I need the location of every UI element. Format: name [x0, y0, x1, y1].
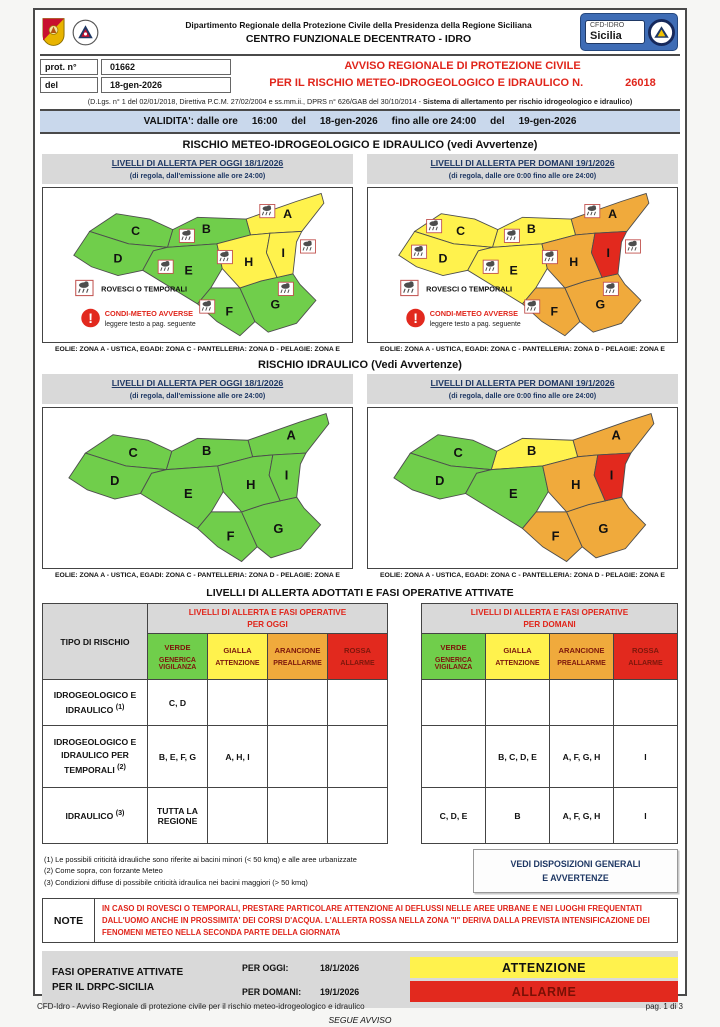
zone-label-E: E — [509, 263, 518, 278]
zone-label-F: F — [551, 528, 560, 544]
svg-text:!: ! — [88, 309, 93, 326]
cfd-idro-label: CFD-IDRO — [590, 21, 625, 29]
storm-icon — [525, 300, 540, 313]
zone-label-D: D — [438, 251, 448, 266]
cell-domani: I — [614, 726, 678, 788]
sicilia-label: Sicilia — [590, 29, 622, 42]
zone-label-G: G — [595, 297, 606, 312]
idraulico-maps-row — [40, 374, 680, 580]
table-row — [43, 680, 388, 726]
zone-label-B: B — [527, 442, 537, 458]
storm-icon — [200, 300, 215, 313]
sicily-coat-of-arms-icon — [42, 17, 65, 47]
zone-label-G: G — [270, 297, 281, 312]
storm-icon — [179, 229, 194, 242]
level-rossa: ROSSA ALLARME — [614, 634, 678, 680]
law-reference-normal: (D.Lgs. n° 1 del 02/01/2018, Direttiva P.C.M. 27/02/2004 e ss.mm.ii., DPRS n° 626/GAB del 30/10/2014 - — [87, 97, 423, 106]
vedi-disposizioni-line2: E AVVERTENZE — [542, 873, 609, 884]
alert-table-oggi — [42, 603, 388, 844]
zone-label-E: E — [509, 486, 518, 502]
cell-oggi — [328, 726, 388, 788]
zone-label-H: H — [569, 254, 579, 269]
header-titles — [137, 20, 580, 45]
level-gialla: GIALLA ATTENZIONE — [208, 634, 268, 680]
zone-label-A: A — [608, 207, 618, 222]
zone-label-H: H — [571, 476, 581, 492]
cell-oggi: A, H, I — [208, 726, 268, 788]
validity-time-from: 16:00 — [251, 116, 278, 127]
footnote-2: (2) Come sopra, con forzante Meteo — [44, 866, 163, 876]
condi-meteo-sublabel: leggere testo a pag. seguente — [104, 320, 196, 328]
level-arancione: ARANCIONE PREALLARME — [268, 634, 328, 680]
zone-label-D: D — [435, 473, 445, 489]
meteo-section-title: RISCHIO METEO-IDROGEOLOGICO E IDRAULICO (vedi Avvertenze) — [182, 139, 538, 151]
zone-label-I: I — [606, 246, 610, 261]
protocol-box — [40, 59, 245, 95]
meteo-domani-map — [369, 189, 676, 341]
zone-label-C: C — [131, 223, 141, 238]
law-reference-bold: Sistema di allertamento per rischio idrogeologico e idraulico) — [422, 97, 633, 106]
risk-row-label: IDROGEOLOGICO E IDRAULICO $^{(1)}$ — [43, 680, 148, 726]
fasi-domani-phase-badge: ALLARME — [410, 981, 678, 1002]
group-header-domani-line2: PER DOMANI — [523, 619, 576, 629]
footnote-1: (1) Le possibili criticità idrauliche sono riferite ai bacini minori (< 50 kmq) e alle aree urbanizzate — [44, 854, 357, 864]
table-row — [43, 788, 388, 844]
table-row — [43, 726, 388, 788]
meteo-domani-header-sub: (di regola, dalle ore 0:00 fino alle ore 24:00) — [448, 171, 597, 180]
zone-label-A: A — [611, 427, 621, 443]
cell-domani — [614, 680, 678, 726]
cell-domani: A, F, G, H — [550, 788, 614, 844]
storm-icon — [412, 245, 427, 258]
protocol-number-row — [40, 59, 245, 75]
meteo-oggi-column — [42, 154, 353, 354]
fasi-domani-label: PER DOMANI: — [242, 986, 302, 997]
cell-domani: A, F, G, H — [550, 726, 614, 788]
condi-meteo-label: CONDI-METEO AVVERSE — [429, 308, 519, 318]
header-logos — [42, 17, 137, 47]
group-header-domani — [422, 604, 678, 634]
storm-icon — [278, 282, 293, 295]
zone-label-I: I — [284, 467, 289, 483]
zone-label-E: E — [184, 486, 193, 502]
validity-del-2: del — [490, 116, 505, 127]
footer-left-text: CFD-Idro - Avviso Regionale di protezione civile per il rischio meteo-idrogeologico e idraulico — [37, 1002, 365, 1011]
title-line-2-text: PER IL RISCHIO METEO-IDROGEOLOGICO E IDRAULICO N. — [269, 77, 584, 89]
main-title — [245, 59, 680, 95]
level-rossa: ROSSA ALLARME — [328, 634, 388, 680]
level-gialla: GIALLA ATTENZIONE — [486, 634, 550, 680]
level-verde: VERDE GENERICA VIGILANZA — [148, 634, 208, 680]
zone-label-C: C — [453, 444, 463, 460]
level-verde: VERDE GENERICA VIGILANZA — [422, 634, 486, 680]
fasi-operative-label — [52, 965, 242, 995]
vedi-disposizioni-box — [473, 849, 678, 893]
zone-label-B: B — [202, 442, 212, 458]
zone-label-D: D — [113, 251, 123, 266]
footnote-3: (3) Condizioni diffuse di possibile criticità idraulica nei bacini maggiori (> 50 kmq) — [44, 877, 308, 887]
islands-note: EOLIE: ZONA A - USTICA, EGADI: ZONA C - PANTELLERIA: ZONA D - PELAGIE: ZONA E — [55, 572, 340, 579]
document-header — [40, 10, 680, 56]
storm-icon — [603, 282, 618, 295]
cell-oggi: TUTTA LA REGIONE — [148, 788, 208, 844]
meteo-domani-map-box — [367, 187, 678, 343]
rovesci-legend-label: ROVESCI O TEMPORALI — [101, 284, 188, 294]
storm-icon — [625, 240, 640, 253]
zone-label-F: F — [550, 304, 559, 319]
idraulico-oggi-header — [42, 374, 353, 404]
islands-note: EOLIE: ZONA A - USTICA, EGADI: ZONA C - PANTELLERIA: ZONA D - PELAGIE: ZONA E — [55, 346, 340, 353]
idraulico-domani-header-title: LIVELLI DI ALLERTA PER DOMANI 19/1/2026 — [430, 378, 615, 388]
zone-label-H: H — [246, 476, 256, 492]
zone-label-F: F — [225, 304, 234, 319]
validity-prefix: VALIDITA': dalle ore — [143, 116, 238, 127]
idraulico-domani-map — [369, 409, 676, 567]
group-header-domani-line1: LIVELLI DI ALLERTA E FASI OPERATIVE — [470, 608, 629, 618]
storm-icon — [427, 219, 442, 232]
validity-until: fino alle ore 24:00 — [391, 116, 477, 127]
idraulico-oggi-map — [44, 409, 351, 567]
islands-note: EOLIE: ZONA A - USTICA, EGADI: ZONA C - PANTELLERIA: ZONA D - PELAGIE: ZONA E — [380, 346, 665, 353]
note-text: IN CASO DI ROVESCI O TEMPORALI, PRESTARE PARTICOLARE ATTENZIONE AI DEFLUSSI NELLE AREE URBANE E NEI LUOGHI FREQUENTATI DALL'UOMO ANCHE IN PROSSIMITA' DEI CORSI D'ACQUA. L'ALLERTA ROSSA NELLA ZONA "I" DERIVA DALLA PREVISTA INTENSIFICAZIONE DEI FENOMENI METEO NELLA SECONDA PARTE DELLA GIORNATA — [102, 904, 650, 937]
zone-label-D: D — [110, 473, 120, 489]
group-header-oggi-line1: LIVELLI DI ALLERTA E FASI OPERATIVE — [188, 608, 347, 618]
table-row — [422, 680, 678, 726]
title-line-1: AVVISO REGIONALE DI PROTEZIONE CIVILE — [344, 60, 581, 72]
storm-icon — [401, 280, 418, 295]
fasi-domani-date: 19/1/2026 — [320, 986, 360, 997]
fasi-oggi-phase-badge: ATTENZIONE — [410, 957, 678, 978]
zone-label-I: I — [281, 246, 285, 261]
cfd-idro-circle-icon — [648, 19, 675, 46]
idraulico-domani-map-box — [367, 407, 678, 569]
title-line-2 — [245, 77, 680, 89]
protocol-date-row — [40, 77, 245, 93]
cell-domani: B — [486, 788, 550, 844]
law-reference-line — [40, 95, 680, 109]
meteo-domani-header — [367, 154, 678, 184]
level-arancione: ARANCIONE PREALLARME — [550, 634, 614, 680]
group-header-oggi-line2: PER OGGI — [247, 619, 288, 629]
storm-icon — [585, 204, 600, 217]
storm-icon — [542, 250, 557, 263]
note-label: NOTE — [43, 899, 95, 942]
group-header-oggi — [148, 604, 388, 634]
zone-label-G: G — [598, 521, 609, 537]
condi-meteo-sublabel: leggere testo a pag. seguente — [429, 320, 521, 328]
level-header-row-domani — [422, 634, 678, 680]
idraulico-oggi-header-title: LIVELLI DI ALLERTA PER OGGI 18/1/2026 — [111, 378, 284, 388]
zone-label-G: G — [273, 521, 284, 537]
avviso-number: 26018 — [625, 77, 656, 89]
cell-domani — [486, 680, 550, 726]
protocol-date-value: 18-gen-2026 — [101, 77, 231, 93]
validity-date-to: 19-gen-2026 — [518, 116, 577, 127]
footnotes-row — [40, 844, 680, 895]
storm-icon — [483, 260, 498, 273]
meteo-oggi-map — [44, 189, 351, 341]
validity-del-1: del — [291, 116, 306, 127]
validity-date-from: 18-gen-2026 — [319, 116, 378, 127]
fasi-oggi-label: PER OGGI: — [242, 962, 289, 973]
islands-note: EOLIE: ZONA A - USTICA, EGADI: ZONA C - PANTELLERIA: ZONA D - PELAGIE: ZONA E — [380, 572, 665, 579]
footer-page-number: pag. 1 di 3 — [645, 1002, 683, 1011]
segue-avviso: SEGUE AVVISO — [328, 1015, 392, 1026]
cell-domani — [422, 680, 486, 726]
alert-table-domani — [421, 603, 678, 844]
protocol-number-value: 01662 — [101, 59, 231, 75]
meteo-maps-row — [40, 154, 680, 354]
zone-label-H: H — [244, 254, 254, 269]
storm-icon — [504, 229, 519, 242]
zone-label-I: I — [609, 467, 614, 483]
meteo-oggi-map-box — [42, 187, 353, 343]
table-row — [422, 788, 678, 844]
svg-text:!: ! — [413, 309, 418, 326]
condi-meteo-label: CONDI-METEO AVVERSE — [104, 308, 194, 318]
validity-bar — [40, 109, 680, 134]
storm-icon — [158, 260, 173, 273]
meteo-oggi-header-sub: (di regola, dall'emissione alle ore 24:00) — [129, 171, 266, 180]
idraulico-oggi-map-box — [42, 407, 353, 569]
alert-table-title: LIVELLI DI ALLERTA ADOTTATI E FASI OPERATIVE ATTIVATE — [206, 587, 514, 599]
note-section — [42, 898, 678, 943]
risk-row-label: IDROGEOLOGICO E IDRAULICO PER TEMPORALI $^{(2)}$ — [43, 726, 148, 788]
cell-oggi — [268, 726, 328, 788]
idraulico-oggi-column — [42, 374, 353, 580]
rovesci-legend-label: ROVESCI O TEMPORALI — [426, 284, 513, 294]
idraulico-section-title: RISCHIO IDRAULICO (Vedi Avvertenze) — [258, 359, 462, 371]
storm-icon — [260, 204, 275, 217]
zone-label-E: E — [184, 263, 193, 278]
alert-tables — [40, 603, 680, 844]
zone-label-A: A — [286, 427, 296, 443]
storm-icon — [217, 250, 232, 263]
centro-funzionale-line: CENTRO FUNZIONALE DECENTRATO - IDRO — [245, 32, 472, 45]
zone-label-B: B — [526, 222, 536, 237]
protocol-number-label: prot. n° — [40, 59, 98, 75]
fasi-domani-row — [242, 987, 410, 997]
cell-oggi: B, E, F, G — [148, 726, 208, 788]
meteo-domani-header-title: LIVELLI DI ALLERTA PER DOMANI 19/1/2026 — [430, 158, 615, 168]
meteo-oggi-header — [42, 154, 353, 184]
cell-oggi — [208, 680, 268, 726]
protocol-date-label: del — [40, 77, 98, 93]
idraulico-domani-header — [367, 374, 678, 404]
cell-oggi — [268, 680, 328, 726]
cell-domani: C, D, E — [422, 788, 486, 844]
cell-oggi — [208, 788, 268, 844]
cell-domani: I — [614, 788, 678, 844]
footnotes — [42, 854, 461, 888]
cell-oggi — [328, 788, 388, 844]
fasi-label-line2: PER IL DRPC-SICILIA — [52, 981, 155, 993]
protocol-title-area — [40, 56, 680, 95]
cell-oggi — [268, 788, 328, 844]
meteo-oggi-header-title: LIVELLI DI ALLERTA PER OGGI 18/1/2026 — [111, 158, 284, 168]
storm-icon — [76, 280, 93, 295]
risk-row-label: IDRAULICO $^{(3)}$ — [43, 788, 148, 844]
fasi-operative-bar — [42, 951, 678, 1008]
zone-label-B: B — [201, 222, 211, 237]
zone-label-F: F — [226, 528, 235, 544]
cell-domani — [550, 680, 614, 726]
tipo-di-rischio-header: TIPO DI RISCHIO — [43, 604, 148, 680]
fasi-oggi-date: 18/1/2026 — [320, 962, 360, 973]
cell-domani — [422, 726, 486, 788]
idraulico-oggi-header-sub: (di regola, dall'emissione alle ore 24:00) — [129, 391, 266, 400]
zone-label-C: C — [128, 444, 138, 460]
page-footer — [37, 1002, 683, 1011]
cell-domani: B, C, D, E — [486, 726, 550, 788]
meteo-domani-column — [367, 154, 678, 354]
zone-label-A: A — [283, 207, 293, 222]
table-row — [422, 726, 678, 788]
storm-icon — [300, 240, 315, 253]
department-line: Dipartimento Regionale della Protezione Civile della Presidenza della Regione Siciliana — [185, 19, 532, 30]
cell-oggi — [328, 680, 388, 726]
fasi-label-line1: FASI OPERATIVE ATTIVATE — [52, 966, 184, 978]
vedi-disposizioni-line1: VEDI DISPOSIZIONI GENERALI — [510, 859, 641, 869]
cell-oggi: C, D — [148, 680, 208, 726]
idraulico-domani-header-sub: (di regola, dalle ore 0:00 fino alle ore 24:00) — [448, 391, 597, 400]
fasi-oggi-row — [242, 963, 410, 973]
protezione-civile-logo-icon — [72, 19, 99, 46]
cfd-idro-logo-text — [585, 20, 645, 45]
cfd-idro-logo — [580, 13, 678, 51]
idraulico-domani-column — [367, 374, 678, 580]
zone-label-C: C — [456, 223, 466, 238]
